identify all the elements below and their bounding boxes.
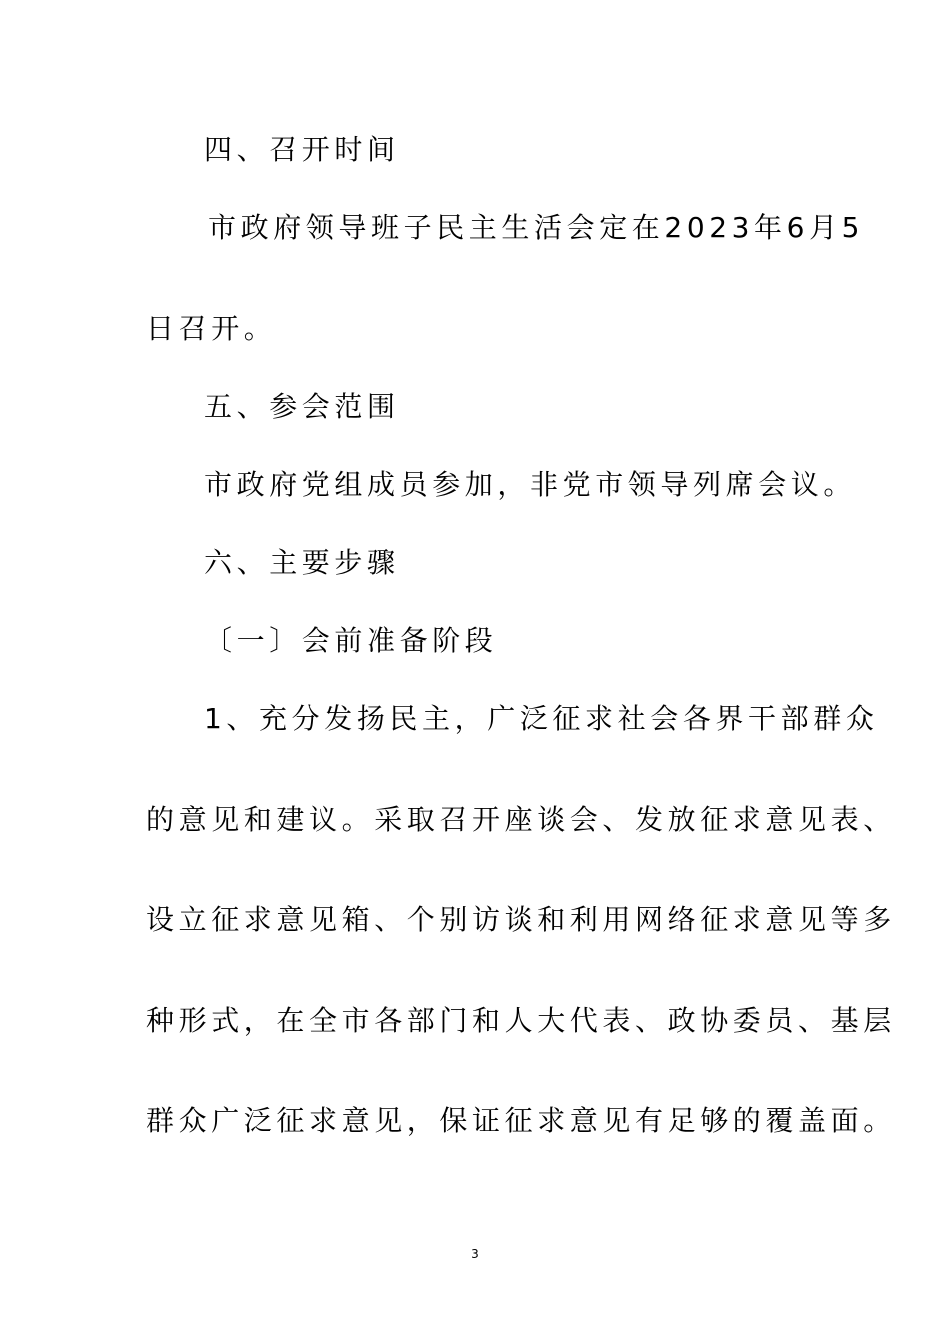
paragraph-line: 日召开。 [146, 312, 277, 345]
section-heading-main-steps: 六、主要步骤 [204, 546, 400, 579]
paragraph-line: 种形式，在全市各部门和人大代表、政协委员、基层 [146, 1004, 896, 1037]
paragraph-line: 市政府领导班子民主生活会定在2023年6月5 [208, 211, 865, 244]
paragraph-line: 市政府党组成员参加，非党市领导列席会议。 [204, 468, 857, 501]
paragraph-line: 群众广泛征求意见，保证征求意见有足够的覆盖面。 [146, 1104, 896, 1137]
section-heading-meeting-time: 四、召开时间 [204, 133, 400, 166]
page-number: 3 [471, 1247, 479, 1261]
paragraph-line: 设立征求意见箱、个别访谈和利用网络征求意见等多 [146, 903, 896, 936]
section-heading-attendance: 五、参会范围 [204, 390, 400, 423]
subsection-heading-preparation: 〔一〕会前准备阶段 [204, 624, 498, 657]
paragraph-line: 1、充分发扬民主，广泛征求社会各界干部群众 [204, 702, 879, 735]
paragraph-line: 的意见和建议。采取召开座谈会、发放征求意见表、 [146, 803, 896, 836]
